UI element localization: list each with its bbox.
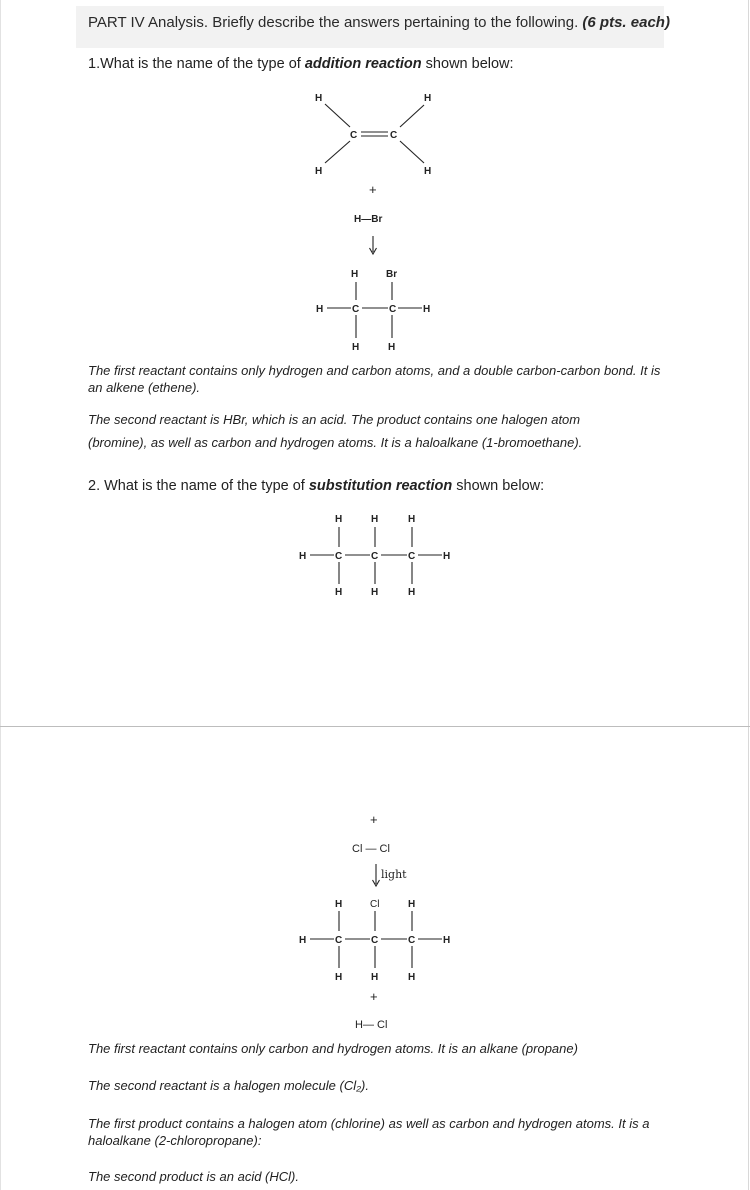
question-2-prefix: 2. What is the name of the type of — [88, 478, 309, 494]
chloropropane-c3: C — [408, 935, 416, 946]
chloropropane-c2: C — [371, 935, 379, 946]
bond-line — [325, 104, 350, 127]
q2-answer-paragraph-2: The second reactant is a halogen molecule (Cl₂). — [88, 1078, 369, 1093]
chloropropane-h-bottom1: H — [335, 972, 343, 983]
propane-h-left: H — [299, 551, 307, 562]
ethene-h-top-right: H — [424, 93, 432, 104]
question-1-suffix: shown below: — [421, 56, 514, 72]
chloropropane-h-left: H — [299, 935, 307, 946]
question-1-emphasis: addition reaction — [304, 56, 422, 72]
propane-h-right: H — [443, 551, 451, 562]
bromoethane-br: Br — [386, 269, 398, 280]
question-2-suffix: shown below: — [452, 478, 545, 494]
chloropropane-cl: Cl — [370, 899, 380, 910]
ethene-h-bottom-left: H — [315, 166, 323, 177]
question-2-emphasis: substitution reaction — [308, 478, 453, 494]
page-divider — [0, 726, 750, 727]
bromoethane-h-bottom1: H — [352, 342, 360, 353]
chloropropane-c1: C — [335, 935, 343, 946]
reagent-cl2: Cl — Cl — [352, 843, 390, 855]
q2-answer-paragraph-3: The first product contains a halogen atom (chlorine) as well as carbon and hydrogen atoms. It is a haloalkane (2-chloropropane): — [88, 1116, 650, 1148]
q1-answer-paragraph-2-line-1: The second reactant is HBr, which is an acid. The product contains one halogen atom — [88, 412, 581, 427]
q2-answer-paragraph-4: The second product is an acid (HCl). — [88, 1169, 299, 1184]
q1-plus: + — [369, 182, 377, 197]
propane-h-bottom1: H — [335, 587, 343, 598]
ethene-c-left: C — [350, 130, 358, 141]
question-2 — [88, 478, 544, 494]
propane-h-bottom3: H — [408, 587, 416, 598]
bromoethane-h-top: H — [351, 269, 359, 280]
propane-h-top1: H — [335, 514, 343, 525]
bromoethane-h-bottom2: H — [388, 342, 396, 353]
propane-h-top2: H — [371, 514, 379, 525]
q1-answer-paragraph-2-line-2: (bromine), as well as carbon and hydrogen atoms. It is a haloalkane (1-bromoethane). — [88, 435, 583, 450]
q2-answer-paragraph-1: The first reactant contains only carbon and hydrogen atoms. It is an alkane (propane) — [88, 1041, 578, 1056]
chloropropane-h-bottom2: H — [371, 972, 379, 983]
q2-plus-1: + — [370, 812, 378, 827]
q1-answer-paragraph-1: The first reactant contains only hydrogen and carbon atoms, and a double carbon-carbon bond. It is an alkene (ethene). — [88, 363, 661, 395]
page-title-text: PART IV Analysis. Briefly describe the answers pertaining to the following. — [88, 14, 579, 31]
propane-h-bottom2: H — [371, 587, 379, 598]
bond-line — [325, 141, 350, 163]
reaction-condition: light — [381, 868, 407, 881]
bromoethane-c1: C — [352, 304, 360, 315]
bond-line — [400, 105, 424, 127]
question-1-prefix: 1.What is the name of the type of — [88, 56, 305, 72]
chloropropane-h-top3: H — [408, 899, 416, 910]
q1-arrow — [370, 236, 377, 254]
q2-plus-2: + — [370, 989, 378, 1004]
ethene-structure — [315, 93, 431, 177]
propane-c3: C — [408, 551, 416, 562]
reagent-hbr: H—Br — [354, 214, 383, 225]
ethene-h-top-left: H — [315, 93, 323, 104]
ethene-c-right: C — [390, 130, 398, 141]
chloropropane-h-top1: H — [335, 899, 343, 910]
bromoethane-h-left: H — [316, 304, 324, 315]
propane-c1: C — [335, 551, 343, 562]
ethene-h-bottom-right: H — [424, 166, 432, 177]
byproduct-hcl: H— Cl — [355, 1019, 388, 1031]
chloropropane-h-bottom3: H — [408, 972, 416, 983]
chloropropane-h-right: H — [443, 935, 451, 946]
propane-c2: C — [371, 551, 379, 562]
bromoethane-c2: C — [389, 304, 397, 315]
q2-arrow — [373, 864, 380, 886]
page-title-points: (6 pts. each) — [582, 14, 670, 31]
chloropropane-structure — [299, 899, 450, 983]
propane-structure — [299, 514, 450, 598]
bond-line — [400, 141, 424, 163]
bromoethane-structure — [316, 269, 430, 353]
bromoethane-h-right: H — [423, 304, 431, 315]
propane-h-top3: H — [408, 514, 416, 525]
